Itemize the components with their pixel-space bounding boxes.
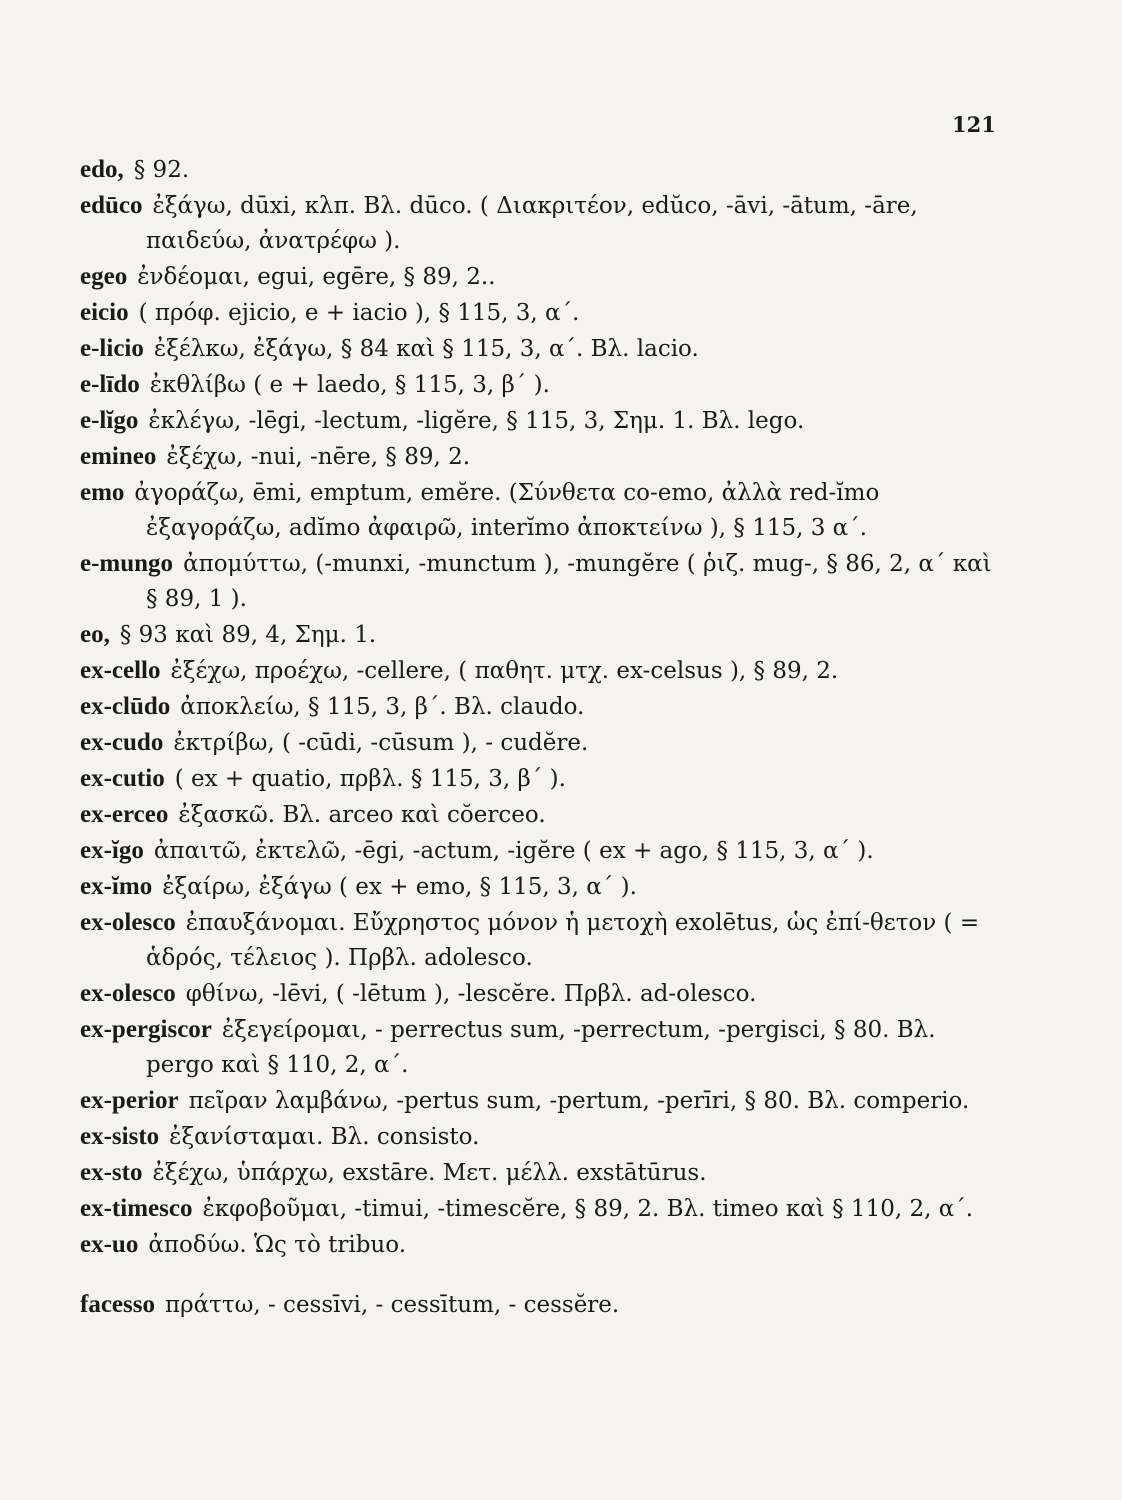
entry [80, 1155, 1000, 1191]
entry [80, 475, 1000, 546]
headword: egeo [80, 263, 128, 290]
entry [80, 439, 1000, 475]
definition: ἐξανίσταμαι. Βλ. consisto. [169, 1124, 480, 1150]
definition: ἐκθλίβω ( e + laedo, § 115, 3, β΄ ). [149, 372, 550, 398]
definition: ἐπαυξάνομαι. Εὔχρηστος μόνον ἡ μετοχὴ exolētus, ὡς ἐπί-θετον ( = ἁδρός, τέλειος ). Πρβλ. adolesco. [146, 910, 980, 971]
definition: ἀποκλείω, § 115, 3, β΄. Βλ. claudo. [180, 694, 585, 720]
entry [80, 546, 1000, 617]
definition: § 92. [133, 157, 190, 183]
entry [80, 1012, 1000, 1083]
headword: ex-ĭmo [80, 873, 153, 900]
definition: ἐκτρίβω, ( -cūdi, -cūsum ), - cudĕre. [173, 730, 589, 756]
headword: eo, [80, 621, 110, 648]
definition: ἀπομύττω, (-munxi, -munctum ), -mungĕre ( ῥιζ. mug-, § 86, 2, α΄ καὶ § 89, 1 ). [146, 551, 992, 612]
definition: ἐξέχω, ὑπάρχω, exstāre. Μετ. μέλλ. exstātūrus. [152, 1160, 707, 1186]
headword: facesso [80, 1291, 155, 1318]
entry [80, 797, 1000, 833]
entry [80, 761, 1000, 797]
headword: edūco [80, 192, 143, 219]
headword: ex-clūdo [80, 693, 171, 720]
entry [80, 403, 1000, 439]
entry [80, 1191, 1000, 1227]
definition: § 93 καὶ 89, 4, Σημ. 1. [119, 622, 377, 648]
dictionary-entries [80, 152, 1000, 1323]
headword: ex-olesco [80, 980, 176, 1007]
definition: ἐκφοβοῦμαι, -timui, -timescĕre, § 89, 2. Βλ. timeo καὶ § 110, 2, α΄. [202, 1196, 974, 1222]
headword: ex-cudo [80, 729, 164, 756]
entry [80, 1119, 1000, 1155]
entry [80, 653, 1000, 689]
entry [80, 152, 1000, 188]
definition: ἐξέχω, προέχω, -cellere, ( παθητ. μτχ. ex-celsus ), § 89, 2. [170, 658, 839, 684]
definition: φθίνω, -lēvi, ( -lētum ), -lescĕre. Πρβλ. ad-olesco. [185, 981, 757, 1007]
headword: ex-perior [80, 1087, 179, 1114]
headword: edo, [80, 156, 124, 183]
headword: ex-uo [80, 1231, 139, 1258]
headword: ex-sisto [80, 1123, 160, 1150]
headword: e-mungo [80, 550, 174, 577]
headword: ex-cello [80, 657, 161, 684]
headword: eicio [80, 299, 129, 326]
headword: ex-ĭgo [80, 837, 144, 864]
definition: ἀγοράζω, ēmi, emptum, emĕre. (Σύνθετα co-emo, ἀλλὰ red-ĭmo ἐξαγοράζω, adĭmo ἀφαιρῶ, interĭmo ἀποκτείνω ), § 115, 3 α΄. [134, 480, 880, 541]
entry [80, 331, 1000, 367]
headword: ex-cutio [80, 765, 165, 792]
entry [80, 295, 1000, 331]
definition: πράττω, - cessīvi, - cessītum, - cessĕre. [164, 1292, 620, 1318]
definition: ἀπαιτῶ, ἐκτελῶ, -ēgi, -actum, -igĕre ( ex + ago, § 115, 3, α΄ ). [153, 838, 874, 864]
entry [80, 725, 1000, 761]
definition: ἐκλέγω, -lēgi, -lectum, -ligĕre, § 115, 3, Σημ. 1. Βλ. lego. [148, 408, 805, 434]
definition: ἐνδέομαι, egui, egēre, § 89, 2.. [137, 264, 496, 290]
headword: ex-olesco [80, 909, 176, 936]
entry [80, 259, 1000, 295]
entry [80, 689, 1000, 725]
entry [80, 976, 1000, 1012]
entry [80, 905, 1000, 976]
definition: ( πρόφ. ejicio, e + iacio ), § 115, 3, α΄. [138, 300, 580, 326]
entry [80, 617, 1000, 653]
definition: ἐξεγείρομαι, - perrectus sum, -perrectum, -pergisci, § 80. Βλ. pergo καὶ § 110, 2, α΄. [146, 1017, 936, 1078]
entry [80, 1227, 1000, 1263]
definition: ἀποδύω. Ὡς τὸ tribuo. [148, 1232, 406, 1258]
page-number: 121 [952, 112, 996, 137]
definition: ( ex + quatio, πρβλ. § 115, 3, β΄ ). [174, 766, 566, 792]
entry [80, 1287, 1000, 1323]
headword: e-līdo [80, 371, 140, 398]
definition: ἐξαίρω, ἐξάγω ( ex + emo, § 115, 3, α΄ ). [162, 874, 637, 900]
headword: ex-pergiscor [80, 1016, 212, 1043]
headword: e-lĭgo [80, 407, 139, 434]
headword: emineo [80, 443, 157, 470]
headword: e-licio [80, 335, 144, 362]
definition: ἐξέλκω, ἐξάγω, § 84 καὶ § 115, 3, α΄. Βλ. lacio. [153, 336, 699, 362]
definition: πεῖραν λαμβάνω, -pertus sum, -pertum, -perīri, § 80. Βλ. comperio. [188, 1088, 970, 1114]
headword: ex-erceo [80, 801, 169, 828]
headword: ex-timesco [80, 1195, 193, 1222]
entry [80, 1083, 1000, 1119]
headword: emo [80, 479, 125, 506]
definition: ἐξασκῶ. Βλ. arceo καὶ cŏerceo. [178, 802, 546, 828]
entry [80, 869, 1000, 905]
headword: ex-sto [80, 1159, 143, 1186]
definition: ἐξάγω, dūxi, κλπ. Βλ. dūco. ( Διακριτέον, edŭco, -āvi, -ātum, -āre, παιδεύω, ἀνατρέφω ). [146, 193, 918, 254]
definition: ἐξέχω, -nui, -nēre, § 89, 2. [166, 444, 471, 470]
entry [80, 188, 1000, 259]
entry [80, 367, 1000, 403]
entry [80, 833, 1000, 869]
